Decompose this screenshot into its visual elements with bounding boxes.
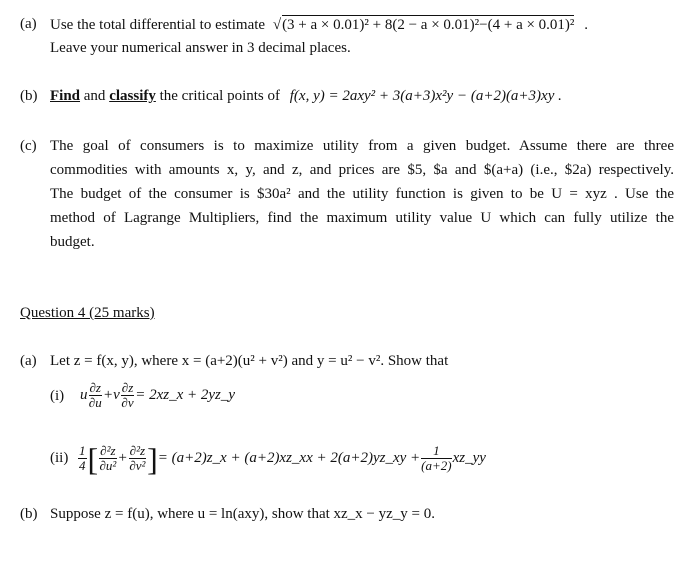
q3b-rest: the critical points of	[159, 88, 280, 104]
q3a-line1	[50, 15, 588, 34]
q3b-find: Find	[50, 88, 81, 104]
q4a-text: Let z = f(x, y), where x = (a+2)(u² + v²) and y = u² − v². Show that	[50, 353, 449, 369]
second-partial-u-fraction: $\frac{\text{∂²z}}{\text{∂u²}}$	[99, 443, 117, 474]
part-label-4a: (a)	[20, 353, 37, 369]
sub-label-i: (i)	[50, 388, 65, 404]
q3c-line-3: The budget of the consumer is $30a² and the utility function is given to be U = xyz . Use the	[50, 186, 674, 202]
q3c-line-5: budget.	[50, 234, 95, 250]
q4a-ii-tail: xz_yy	[452, 450, 486, 466]
q3a-expression: (3 + a × 0.01)² + 8(2 − a × 0.01)²−(4 + a × 0.01)²	[282, 17, 575, 33]
q4a-ii-rhs: = (a+2)z_x + (a+2)xz_xx + 2(a+2)yz_xy +	[157, 450, 421, 466]
q3b-line	[50, 87, 562, 105]
second-partial-v-fraction: $\frac{\text{∂²z}}{\text{∂v²}}$	[129, 443, 146, 474]
part-label-3c: (c)	[20, 138, 37, 154]
q4a-i-equation: u $\frac{\partial z}{\partial u}$ +v $\frac{\partial z}{\partial v}$ = 2xz_x + 2yz_y	[80, 380, 236, 411]
q3b-function: f(x, y) = 2axy² + 3(a+3)x²y − (a+2)(a+3)xy .	[289, 88, 562, 104]
q3a-period: .	[584, 17, 588, 33]
q3a-line2: Leave your numerical answer in 3 decimal places.	[50, 40, 351, 56]
q3b-and: and	[83, 88, 106, 104]
q4a-ii-equation: $\frac{1}{4}$ [ $\frac{\text{∂²z}}{\text{∂u²}}$ + $\frac{\text{∂²z}}{\text{∂v²}}$ ]= (a+2)z_x + (a+2)xz_xx + 2(a+2)yz_xy + $\frac{1}{(a+2)}$ xz_yy	[79, 440, 486, 477]
part-label-3b: (b)	[20, 88, 38, 104]
q3b-classify: classify	[109, 88, 156, 104]
q3c-line-4: method of Lagrange Multipliers, find the maximum utility value U which can fully utilize the	[50, 210, 674, 226]
q3c-line-1: The goal of consumers is to maximize utility from a given budget. Assume there are three	[50, 138, 674, 154]
part-label-3a: (a)	[20, 16, 37, 32]
q4b-text: Suppose z = f(u), where u = ln(axy), show that xz_x − yz_y = 0.	[50, 506, 436, 522]
partial-z-u-fraction: $\frac{\partial z}{\partial u}$	[88, 380, 102, 411]
one-over-a-plus-2-fraction: $\frac{1}{(a+2)}$	[421, 443, 452, 474]
question-4-heading: Question 4 (25 marks)	[20, 305, 155, 321]
q3a-text: Use the total differential to estimate	[50, 17, 266, 33]
quarter-fraction: $\frac{1}{4}$	[79, 443, 86, 474]
q3c-line-2: commodities with amounts x, y, and z, and prices are $5, $a and $(a+a) (i.e., $2a) respectively.	[50, 162, 674, 178]
sub-label-ii: (ii)	[50, 450, 69, 466]
q4a-i-rhs: = 2xz_x + 2yz_y	[135, 387, 236, 403]
part-label-4b: (b)	[20, 506, 38, 522]
partial-z-v-fraction: $\frac{\partial z}{\partial v}$	[121, 380, 134, 411]
sqrt-symbol: √	[272, 17, 282, 33]
